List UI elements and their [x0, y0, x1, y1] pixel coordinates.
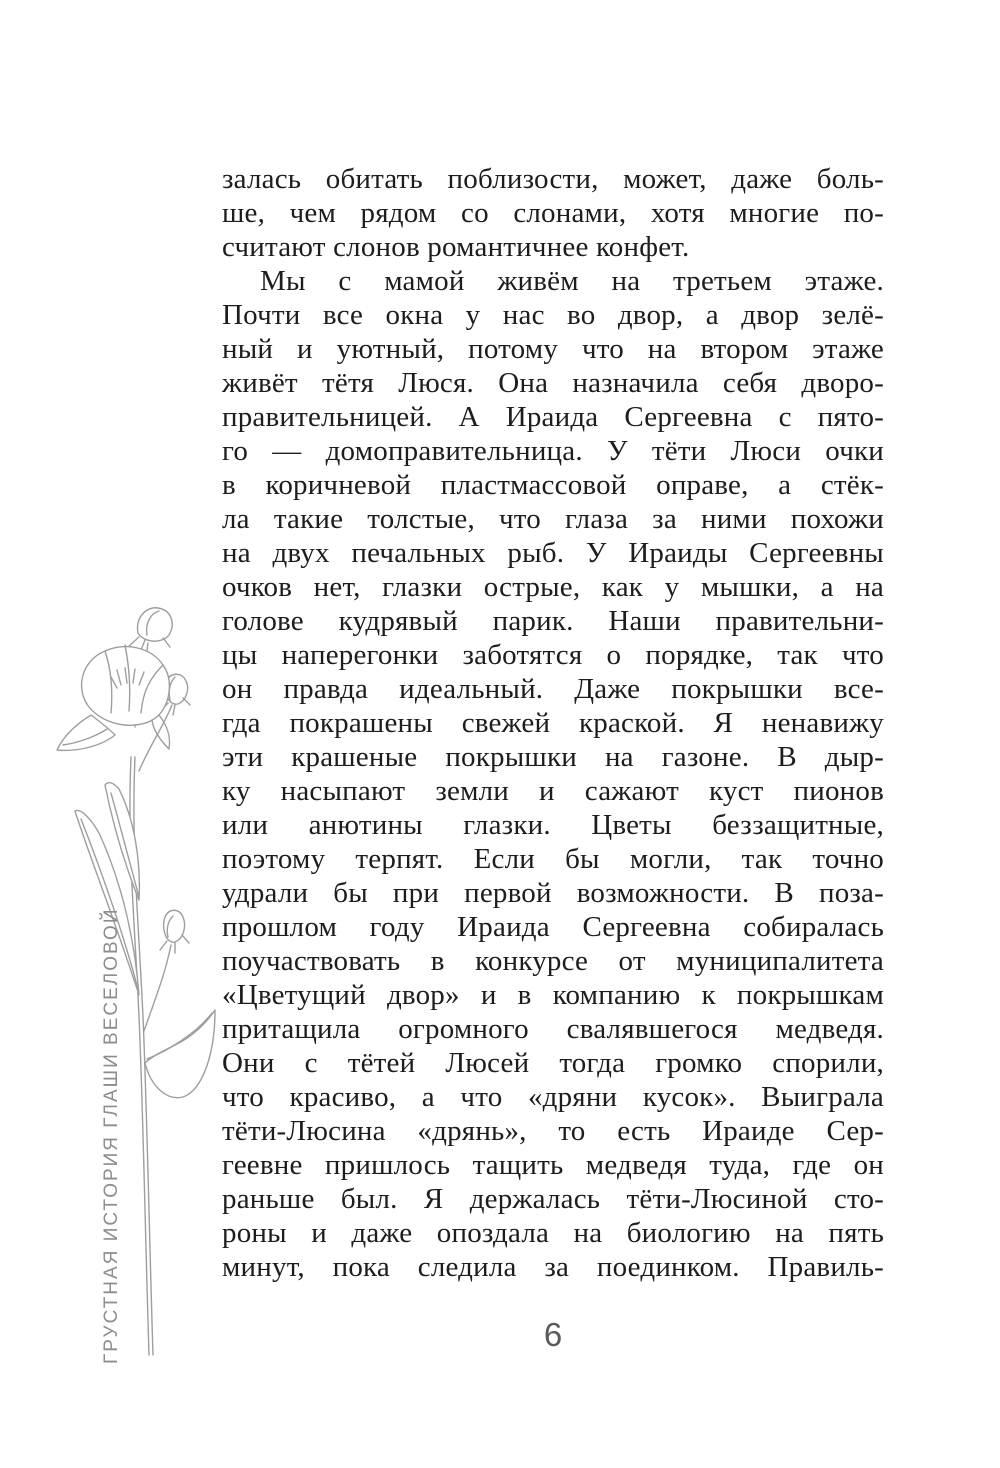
text-line: эти крашеные покрышки на газоне. В дыр-	[222, 741, 884, 773]
text-line: правительницей. А Ираида Сергеевна с пято-	[222, 401, 884, 433]
text-line: очков нет, глазки острые, как у мышки, а на	[222, 571, 884, 603]
text-line: или анютины глазки. Цветы беззащитные,	[222, 809, 884, 841]
text-line: «Цветущий двор» и в компанию к покрышкам	[222, 979, 884, 1011]
text-line: роны и даже опоздала на биологию на пять	[222, 1217, 884, 1249]
text-line: ше, чем рядом со слонами, хотя многие по-	[222, 197, 884, 229]
text-line: он правда идеальный. Даже покрышки все-	[222, 673, 884, 705]
text-line: что красиво, а что «дряни кусок». Выиграла	[222, 1081, 884, 1113]
text-line: ку насыпают земли и сажают куст пионов	[222, 775, 884, 807]
flower-illustration	[55, 585, 235, 1365]
text-line: раньше был. Я держалась тёти-Люсиной сто-	[222, 1183, 884, 1215]
text-line: Почти все окна у нас во двор, а двор зелё-	[222, 299, 884, 331]
margin-chapter-title: ГРУСТНАЯ ИСТОРИЯ ГЛАШИ ВЕСЕЛОВОЙ	[101, 907, 122, 1364]
text-block	[222, 162, 884, 1284]
text-line: в коричневой пластмассовой оправе, а стёк-	[222, 469, 884, 501]
text-line: цы наперегонки заботятся о порядке, так что	[222, 639, 884, 671]
text-line: го — домоправительница. У тёти Люси очки	[222, 435, 884, 467]
text-line: ла такие толстые, что глаза за ними похожи	[222, 503, 884, 535]
text-line: считают слонов романтичнее конфет.	[222, 231, 690, 263]
text-line: тёти-Люсина «дрянь», то есть Ираиде Сер-	[222, 1115, 884, 1147]
text-line: минут, пока следила за поединком. Правиль-	[222, 1251, 884, 1283]
text-line: гда покрашены свежей краской. Я ненавижу	[222, 707, 884, 739]
text-line: живёт тётя Люся. Она назначила себя дворо-	[222, 367, 884, 399]
text-line: притащила огромного свалявшегося медведя.	[222, 1013, 884, 1045]
text-line: поучаствовать в конкурсе от муниципалитета	[222, 945, 884, 977]
text-line: на двух печальных рыб. У Ираиды Сергеевны	[222, 537, 884, 569]
text-line: прошлом году Ираида Сергеевна собиралась	[222, 911, 884, 943]
text-line: Они с тётей Люсей тогда громко спорили,	[222, 1047, 884, 1079]
text-line: ный и уютный, потому что на втором этаже	[222, 333, 884, 365]
page-number: 6	[543, 1316, 563, 1353]
text-line: залась обитать поблизости, может, даже боль-	[222, 163, 884, 195]
text-line: Мы с мамой живём на третьем этаже.	[260, 265, 884, 297]
text-line: поэтому терпят. Если бы могли, так точно	[222, 843, 884, 875]
text-line: удрали бы при первой возможности. В поза-	[222, 877, 884, 909]
text-line: голове кудрявый парик. Наши правительни-	[222, 605, 884, 637]
text-line: геевне пришлось тащить медведя туда, где он	[222, 1149, 884, 1181]
